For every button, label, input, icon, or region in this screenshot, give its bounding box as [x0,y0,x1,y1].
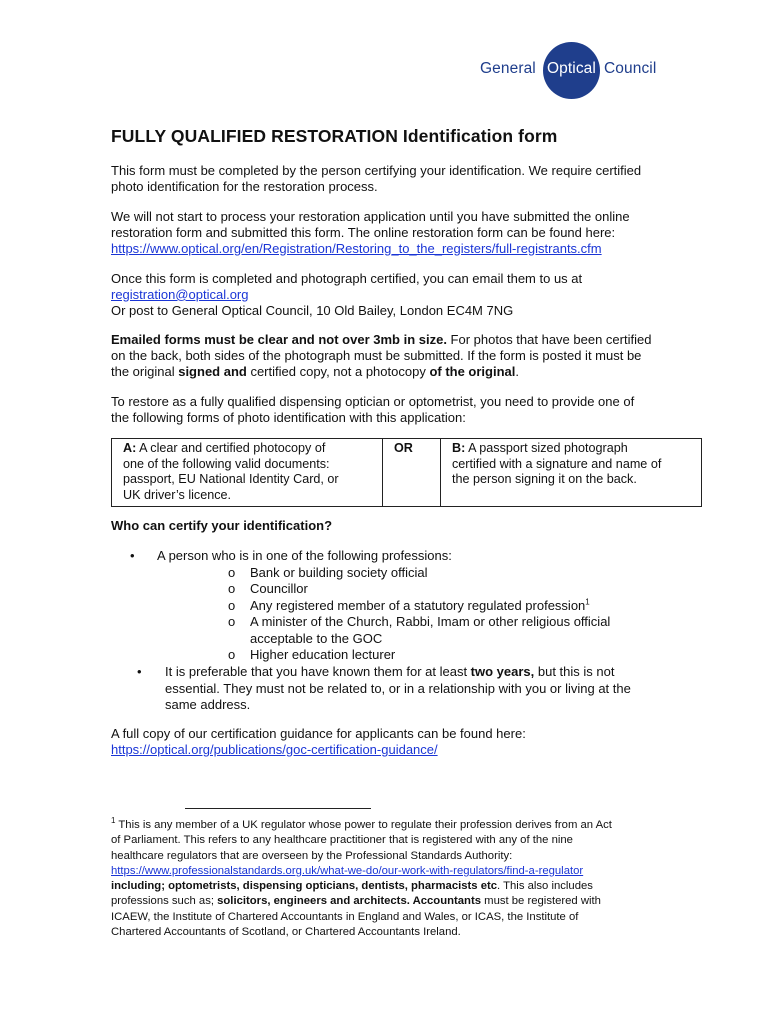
emailed-bold: Emailed forms must be clear and not over 3mb in size. [111,332,447,347]
registration-email-link[interactable]: registration@optical.org [111,286,249,302]
footnote-bold: solicitors, engineers and architects. Accountants [217,895,482,908]
bullet2-bold: two years, [470,664,535,679]
sub-bullet: o [228,598,236,613]
footnote-line [111,818,701,833]
contact-line: Once this form is completed and photograph certified, you can email them to us at [111,271,583,286]
option-b-line: the person signing it on the back. [452,472,637,486]
restore-paragraph [111,394,691,426]
bullet-known-two-years [165,664,631,714]
guidance-line: A full copy of our certification guidance for applicants can be found here: [111,726,526,741]
emailed-text: the original [111,363,179,379]
footnote-text: must be registered with [481,895,601,908]
option-a-label: A: [123,441,137,455]
emailed-line-1 [111,332,691,348]
sub-bullet: o [228,614,236,629]
sub-bullet: o [228,565,236,580]
footnote-bold: including; optometrists, dispensing opticians, dentists, pharmacists etc [111,880,498,893]
option-a-line: UK driver’s licence. [123,487,232,502]
bullet2-text: but this is not [534,664,615,679]
emailed-line-2: on the back, both sides of the photograph must be submitted. If the form is posted it must be [111,347,642,363]
footnote-line [111,894,701,909]
certify-heading: Who can certify your identification? [111,518,333,533]
emailed-forms-paragraph [111,332,691,379]
goc-logo [480,42,670,98]
online-form-paragraph [111,209,691,256]
bullet-professions: A person who is in one of the following professions: [157,548,452,563]
footnote-divider [185,808,371,809]
emailed-text: . [515,363,520,379]
online-line: We will not start to process your restoration application until you have submitted the online [111,209,630,224]
emailed-text: certified copy, not a photocopy [246,363,430,379]
profession-item-continued: acceptable to the GOC [250,631,383,646]
bullet2-line: essential. They must not be related to, or in a relationship with you or living at the [165,680,631,696]
intro-paragraph [111,163,691,195]
footnote [111,818,701,940]
bullet2-line: same address. [165,697,251,712]
footnote-line: healthcare regulators that are overseen by the Professional Standards Authority: [111,849,513,862]
option-b-cell [441,439,702,507]
page-title: FULLY QUALIFIED RESTORATION Identification form [111,126,558,146]
bullet2-text: It is preferable that you have known them for at least [165,664,471,679]
emailed-bold-signed: signed and [178,363,247,379]
option-b-label: B: [452,441,466,455]
footnote-line: of Parliament. This refers to any healthcare practitioner that is registered with any of the nine [111,834,573,847]
sub-bullet: o [228,581,236,596]
footnote-line: ICAEW, the Institute of Chartered Accountants in England and Wales, or ICAS, the Institute of [111,910,579,923]
option-a-line: passport, EU National Identity Card, or [123,472,339,486]
sub-bullet: o [228,647,236,662]
footnote-marker: 1 [111,816,116,826]
emailed-line-3 [111,364,691,380]
logo-word-council: Council [604,60,657,77]
option-a-text: A clear and certified photocopy of [136,441,326,455]
intro-line: This form must be completed by the person certifying your identification. We require certified [111,163,642,178]
restore-line: To restore as a fully qualified dispensing optician or optometrist, you need to provide one of [111,394,635,409]
id-options-table [111,438,702,507]
footnote-ref: 1 [585,597,590,607]
option-b-text: A passport sized photograph [465,441,628,455]
restore-line: the following forms of photo identification with this application: [111,409,466,425]
option-a-line: one of the following valid documents: [123,456,330,471]
emailed-bold-original: of the original [429,363,516,379]
profession-item: A minister of the Church, Rabbi, Imam or other religious official [250,614,611,629]
option-b-line: certified with a signature and name of [452,456,662,471]
bullet-symbol: • [137,664,142,679]
online-line: restoration form and submitted this form. The online restoration form can be found here: [111,224,616,240]
footnote-line [111,879,701,894]
bullet2-line [165,664,631,681]
footnote-text: . This also includes [497,880,593,893]
contact-paragraph [111,271,691,318]
profession-item: Bank or building society official [250,565,428,580]
emailed-rest: For photos that have been certified [446,332,652,347]
profession-item: Councillor [250,581,308,596]
psa-regulator-link[interactable]: https://www.professionalstandards.org.uk/what-we-do/our-work-with-regulators/find-a-regulator [111,864,584,877]
intro-line: photo identification for the restoration process. [111,178,378,194]
option-a-line [123,441,377,457]
footnote-line: Chartered Accountants of Scotland, or Chartered Accountants Ireland. [111,926,461,939]
profession-item [250,598,590,615]
option-a-cell [112,439,383,507]
footnote-text: This is any member of a UK regulator whose power to regulate their profession derives from an Act [115,819,612,831]
guidance-paragraph [111,726,691,758]
bullet-symbol: • [130,548,135,563]
or-cell: OR [383,439,441,507]
logo-word-general: General [480,60,536,77]
option-b-line [452,441,696,457]
logo-word-optical: Optical [547,60,596,77]
guidance-link[interactable]: https://optical.org/publications/goc-certification-guidance/ [111,741,438,757]
postal-address: Or post to General Optical Council, 10 Old Bailey, London EC4M 7NG [111,302,514,318]
profession-text: Any registered member of a statutory regulated profession [250,598,586,613]
footnote-text: professions such as; [111,895,218,908]
restoration-form-link[interactable]: https://www.optical.org/en/Registration/Restoring_to_the_registers/full-registrants.cfm [111,240,602,256]
profession-item: Higher education lecturer [250,647,396,662]
